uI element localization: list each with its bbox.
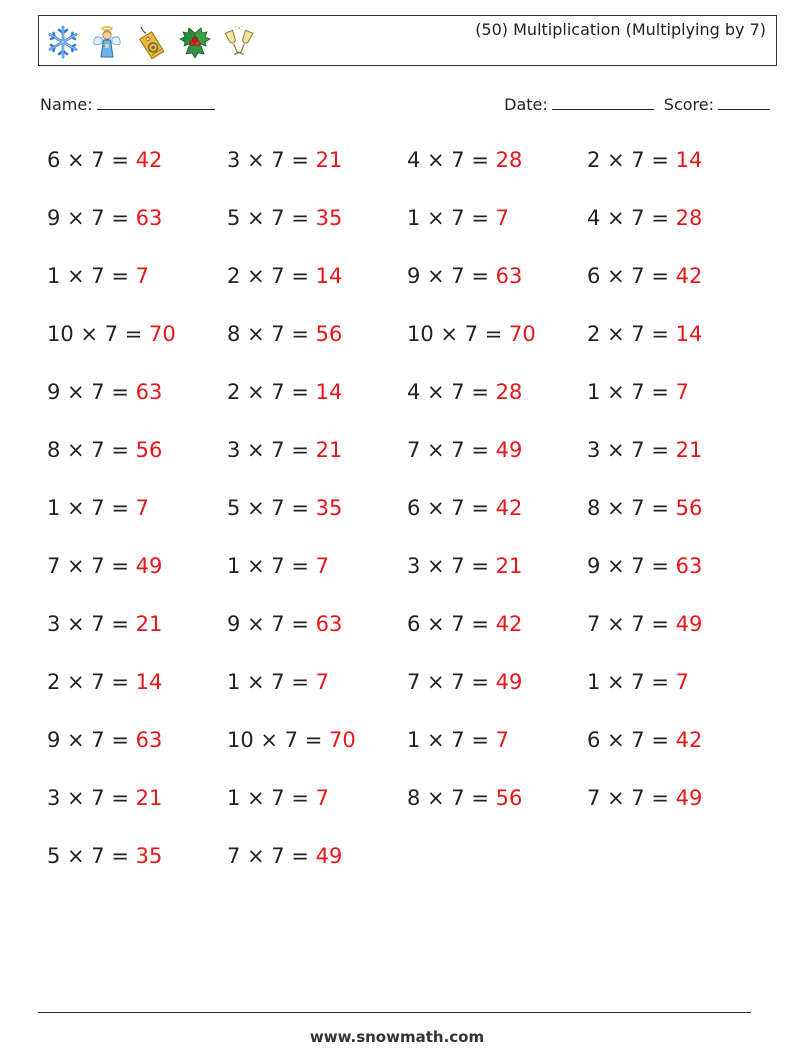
problem-item: [47, 374, 227, 432]
problem-item: [47, 432, 227, 490]
problem-grid: [47, 142, 767, 896]
problem-item: [47, 838, 227, 896]
problem-question: 1 × 7 =: [587, 670, 669, 694]
problem-answer: 35: [315, 496, 343, 520]
problem-question: 6 × 7 =: [47, 148, 129, 172]
problem-answer: 70: [149, 322, 176, 346]
date-label: Date:: [504, 95, 548, 114]
problem-question: 5 × 7 =: [227, 206, 309, 230]
problem-answer: 28: [495, 380, 523, 404]
problem-item: [227, 258, 407, 316]
problem-answer: 7: [315, 554, 330, 578]
problem-question: 2 × 7 =: [587, 322, 669, 346]
problem-question: 1 × 7 =: [407, 206, 489, 230]
problem-item: [407, 142, 587, 200]
problem-question: 9 × 7 =: [227, 612, 309, 636]
problem-question: 1 × 7 =: [587, 380, 669, 404]
problem-item: [47, 490, 227, 548]
problem-question: 2 × 7 =: [47, 670, 129, 694]
problem-item: [47, 606, 227, 664]
problem-question: 8 × 7 =: [407, 786, 489, 810]
problem-item: [407, 606, 587, 664]
worksheet-header: [38, 15, 777, 66]
problem-question: 9 × 7 =: [47, 380, 129, 404]
gift-tag-icon: [133, 24, 169, 60]
problem-item: [587, 142, 767, 200]
problem-item: [227, 838, 407, 896]
problem-question: 9 × 7 =: [47, 206, 129, 230]
problem-item: [407, 722, 587, 780]
problem-answer: 49: [495, 670, 523, 694]
problem-question: 6 × 7 =: [407, 612, 489, 636]
problem-answer: 28: [675, 206, 703, 230]
problem-question: 4 × 7 =: [587, 206, 669, 230]
problem-item: [407, 374, 587, 432]
problem-answer: 21: [675, 438, 703, 462]
problem-question: 3 × 7 =: [227, 438, 309, 462]
problem-answer: 21: [135, 786, 163, 810]
problem-answer: 70: [509, 322, 536, 346]
problem-answer: 21: [315, 438, 343, 462]
problem-answer: 56: [675, 496, 703, 520]
problem-item: [587, 316, 767, 374]
problem-item: [407, 780, 587, 838]
problem-item: [407, 664, 587, 722]
holly-icon: [177, 24, 213, 60]
problem-answer: 7: [495, 728, 510, 752]
score-blank[interactable]: [718, 92, 770, 110]
problem-item: [47, 200, 227, 258]
problem-answer: 56: [315, 322, 343, 346]
problem-question: 2 × 7 =: [587, 148, 669, 172]
problem-question: 9 × 7 =: [47, 728, 129, 752]
problem-question: 5 × 7 =: [227, 496, 309, 520]
problem-item: [587, 780, 767, 838]
problem-answer: 7: [315, 786, 330, 810]
problem-item: [407, 490, 587, 548]
problem-answer: 28: [495, 148, 523, 172]
problem-item: [587, 548, 767, 606]
problem-question: 4 × 7 =: [407, 148, 489, 172]
problem-answer: 14: [675, 322, 703, 346]
problem-answer: 63: [495, 264, 523, 288]
problem-question: 3 × 7 =: [47, 612, 129, 636]
problem-item: [587, 432, 767, 490]
problem-question: 1 × 7 =: [47, 264, 129, 288]
name-blank[interactable]: [97, 92, 215, 110]
problem-question: 7 × 7 =: [227, 844, 309, 868]
problem-question: 9 × 7 =: [407, 264, 489, 288]
problem-question: 6 × 7 =: [407, 496, 489, 520]
problem-answer: 42: [675, 728, 703, 752]
problem-item: [227, 722, 407, 780]
problem-item: [587, 490, 767, 548]
problem-question: 6 × 7 =: [587, 264, 669, 288]
problem-answer: 63: [675, 554, 703, 578]
problem-question: 8 × 7 =: [227, 322, 309, 346]
worksheet-title: (50) Multiplication (Multiplying by 7): [475, 20, 766, 39]
problem-answer: 14: [315, 380, 343, 404]
problem-answer: 63: [135, 206, 163, 230]
problem-question: 8 × 7 =: [47, 438, 129, 462]
snowflake-icon: [45, 24, 81, 60]
problem-answer: 63: [135, 728, 163, 752]
problem-answer: 42: [495, 496, 523, 520]
problem-answer: 7: [495, 206, 510, 230]
problem-answer: 49: [675, 786, 703, 810]
problem-item: [47, 258, 227, 316]
problem-question: 7 × 7 =: [407, 670, 489, 694]
problem-item: [227, 780, 407, 838]
problem-question: 1 × 7 =: [227, 670, 309, 694]
problem-item: [227, 548, 407, 606]
problem-answer: 63: [135, 380, 163, 404]
score-label: Score:: [663, 95, 714, 114]
name-field: [40, 92, 215, 114]
problem-item: [587, 200, 767, 258]
problem-item: [587, 722, 767, 780]
problem-question: 7 × 7 =: [47, 554, 129, 578]
problem-question: 10 × 7 =: [407, 322, 503, 346]
problem-question: 1 × 7 =: [47, 496, 129, 520]
problem-item: [47, 548, 227, 606]
problem-answer: 49: [315, 844, 343, 868]
problem-answer: 49: [135, 554, 163, 578]
date-blank[interactable]: [552, 92, 654, 110]
problem-question: 7 × 7 =: [587, 612, 669, 636]
problem-answer: 7: [675, 380, 690, 404]
problem-question: 5 × 7 =: [47, 844, 129, 868]
angel-icon: [89, 24, 125, 60]
problem-item: [47, 316, 227, 374]
problem-question: 7 × 7 =: [407, 438, 489, 462]
problem-item: [407, 258, 587, 316]
problem-item: [47, 722, 227, 780]
date-score-fields: [504, 92, 770, 114]
problem-question: 2 × 7 =: [227, 264, 309, 288]
problem-question: 6 × 7 =: [587, 728, 669, 752]
problem-question: 3 × 7 =: [47, 786, 129, 810]
problem-item: [407, 316, 587, 374]
problem-item: [227, 374, 407, 432]
problem-question: 10 × 7 =: [47, 322, 143, 346]
problem-question: 3 × 7 =: [227, 148, 309, 172]
problem-item: [227, 142, 407, 200]
problem-item: [227, 664, 407, 722]
header-icons: [45, 24, 257, 60]
problem-question: 2 × 7 =: [227, 380, 309, 404]
problem-answer: 21: [495, 554, 523, 578]
problem-item: [407, 548, 587, 606]
problem-question: 8 × 7 =: [587, 496, 669, 520]
footer-site: www.snowmath.com: [309, 1028, 485, 1046]
problem-question: 4 × 7 =: [407, 380, 489, 404]
problem-question: 7 × 7 =: [587, 786, 669, 810]
problem-answer: 49: [675, 612, 703, 636]
problem-item: [227, 490, 407, 548]
problem-item: [47, 142, 227, 200]
problem-answer: 42: [675, 264, 703, 288]
problem-answer: 42: [495, 612, 523, 636]
problem-item: [587, 258, 767, 316]
problem-item: [227, 316, 407, 374]
problem-question: 1 × 7 =: [227, 786, 309, 810]
problem-question: 1 × 7 =: [227, 554, 309, 578]
problem-answer: 63: [315, 612, 343, 636]
problem-item: [227, 432, 407, 490]
problem-answer: 35: [315, 206, 343, 230]
problem-item: [47, 780, 227, 838]
problem-question: 3 × 7 =: [407, 554, 489, 578]
problem-question: 10 × 7 =: [227, 728, 323, 752]
problem-answer: 56: [495, 786, 523, 810]
problem-answer: 56: [135, 438, 163, 462]
problem-item: [587, 664, 767, 722]
problem-answer: 14: [135, 670, 163, 694]
name-label: Name:: [40, 95, 93, 114]
problem-answer: 14: [315, 264, 343, 288]
problem-answer: 7: [315, 670, 330, 694]
problem-answer: 14: [675, 148, 703, 172]
problem-answer: 35: [135, 844, 163, 868]
problem-question: 1 × 7 =: [407, 728, 489, 752]
problem-item: [407, 432, 587, 490]
problem-answer: 42: [135, 148, 163, 172]
problem-item: [227, 606, 407, 664]
problem-answer: 49: [495, 438, 523, 462]
problem-answer: 70: [329, 728, 356, 752]
problem-answer: 7: [135, 264, 150, 288]
problem-question: 3 × 7 =: [587, 438, 669, 462]
problem-answer: 7: [135, 496, 150, 520]
problem-question: 9 × 7 =: [587, 554, 669, 578]
problem-answer: 21: [135, 612, 163, 636]
problem-item: [227, 200, 407, 258]
problem-item: [407, 200, 587, 258]
problem-answer: 21: [315, 148, 343, 172]
problem-item: [47, 664, 227, 722]
problem-item: [587, 606, 767, 664]
problem-answer: 7: [675, 670, 690, 694]
problem-item: [587, 374, 767, 432]
footer-divider: [38, 1012, 751, 1013]
champagne-glasses-icon: [221, 24, 257, 60]
